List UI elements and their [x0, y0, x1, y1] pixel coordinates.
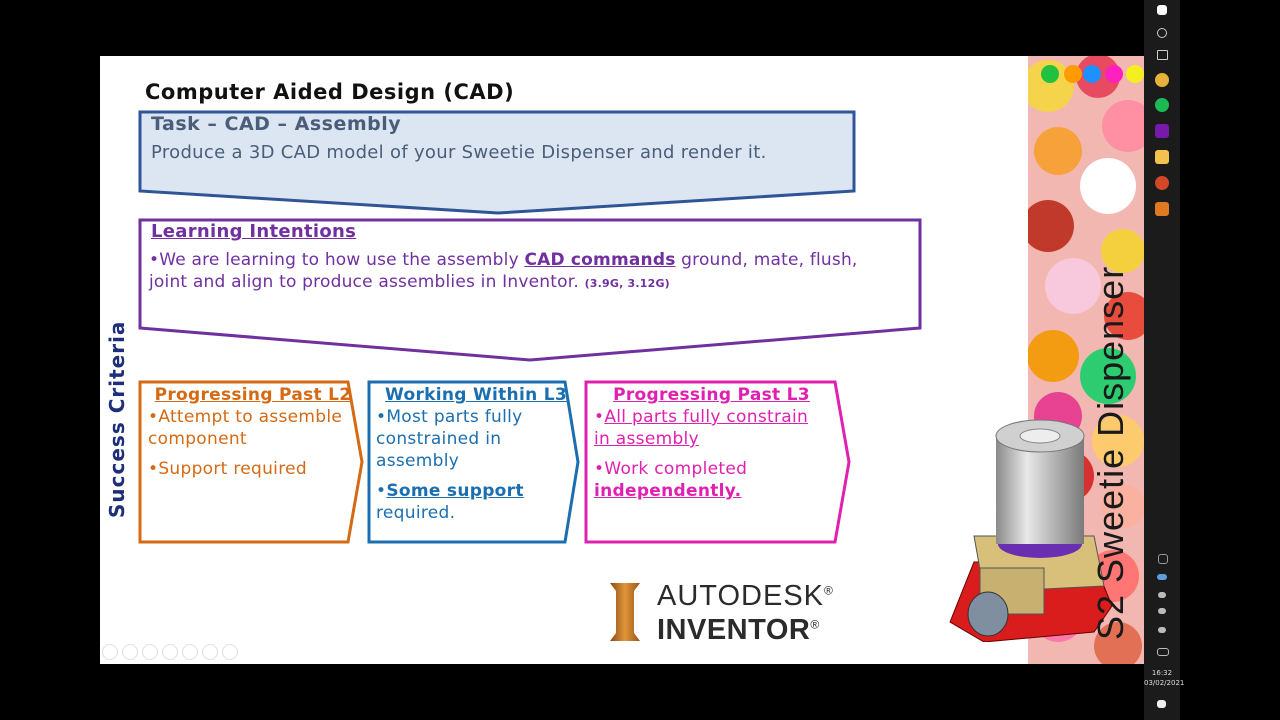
network-icon[interactable] — [1158, 592, 1166, 598]
li-keyword: CAD commands — [524, 250, 676, 270]
tray-chevron-icon[interactable] — [1158, 554, 1168, 564]
bullet: • — [594, 407, 605, 427]
pen-tray-icon[interactable] — [1158, 627, 1166, 633]
item-rest: required. — [376, 503, 456, 523]
inventor-logo-icon — [608, 581, 642, 643]
zoom-icon[interactable] — [182, 644, 198, 660]
task-view-icon[interactable] — [1157, 50, 1168, 60]
task-body: Produce a 3D CAD model of your Sweetie Dispenser and render it. — [151, 142, 767, 163]
more-icon[interactable] — [222, 644, 238, 660]
logo-inventor — [657, 614, 820, 647]
li-prefix: •We are learning to how use the assembly — [149, 250, 525, 270]
prev-slide-icon[interactable] — [102, 644, 118, 660]
clock-date: 03/02/2021 — [1144, 679, 1185, 687]
inventor-app-icon[interactable] — [1155, 202, 1169, 216]
criteria-item: •Attempt to assemble component — [148, 407, 343, 449]
criteria-item — [376, 480, 576, 524]
logo-autodesk — [657, 580, 834, 613]
task-title: Task – CAD – Assembly — [151, 113, 402, 135]
column-progressing-past-l2 — [148, 384, 358, 480]
success-criteria-label: Success Criteria — [105, 320, 129, 518]
sweetie-dispenser-render — [944, 416, 1114, 642]
file-explorer-icon[interactable] — [1155, 150, 1169, 164]
side-title: S2 Sweetie Dispenser — [1090, 265, 1131, 640]
underlined-text: All parts fully constrain in assembly — [594, 407, 809, 449]
notification-icon[interactable] — [1157, 700, 1166, 708]
criteria-item: •Support required — [148, 459, 307, 479]
powerpoint-icon[interactable] — [1155, 176, 1169, 190]
li-codes: (3.9G, 3.12G) — [584, 277, 670, 290]
slide — [100, 56, 1028, 664]
column-heading: Progressing Past L3 — [613, 385, 810, 405]
learning-intentions-title: Learning Intentions — [151, 221, 357, 242]
keyboard-icon[interactable] — [1157, 648, 1169, 656]
onenote-icon[interactable] — [1155, 124, 1169, 138]
learning-intentions-body — [149, 249, 869, 295]
spotify-icon[interactable] — [1155, 98, 1169, 112]
windows-start-icon[interactable] — [1157, 5, 1167, 15]
criteria-item — [594, 458, 829, 502]
onedrive-icon[interactable] — [1157, 574, 1167, 580]
pen-icon[interactable] — [142, 644, 158, 660]
column-progressing-past-l3 — [594, 384, 829, 502]
bold-text: independently. — [594, 481, 742, 501]
slide-title: Computer Aided Design (CAD) — [145, 80, 515, 104]
next-slide-icon[interactable] — [122, 644, 138, 660]
logo-reg1: ® — [824, 583, 834, 598]
column-heading: Progressing Past L2 — [154, 385, 352, 405]
subtitle-icon[interactable] — [202, 644, 218, 660]
logo-line1: AUTODESK — [657, 580, 825, 612]
li-suffix: ground, mate, flush, joint and align to produce assemblies in Inventor. — [149, 250, 858, 292]
chrome-icon[interactable] — [1155, 73, 1169, 87]
taskbar — [1144, 0, 1185, 720]
taskbar-clock[interactable] — [1144, 668, 1185, 688]
logo-line2: INVENTOR — [657, 614, 811, 646]
presentation-nav — [102, 644, 238, 660]
column-working-within-l3 — [376, 384, 576, 524]
bullet: • — [376, 481, 387, 501]
logo-reg2: ® — [810, 617, 820, 632]
bold-text: Some support — [386, 481, 524, 501]
search-icon[interactable] — [1157, 28, 1167, 38]
clock-time: 16:32 — [1151, 669, 1173, 677]
column-heading: Working Within L3 — [385, 385, 567, 405]
volume-icon[interactable] — [1158, 608, 1166, 614]
criteria-item: •Most parts fully constrained in assembly — [376, 407, 523, 471]
slides-icon[interactable] — [162, 644, 178, 660]
item-prefix: •Work completed — [594, 459, 748, 479]
criteria-item — [594, 406, 829, 450]
